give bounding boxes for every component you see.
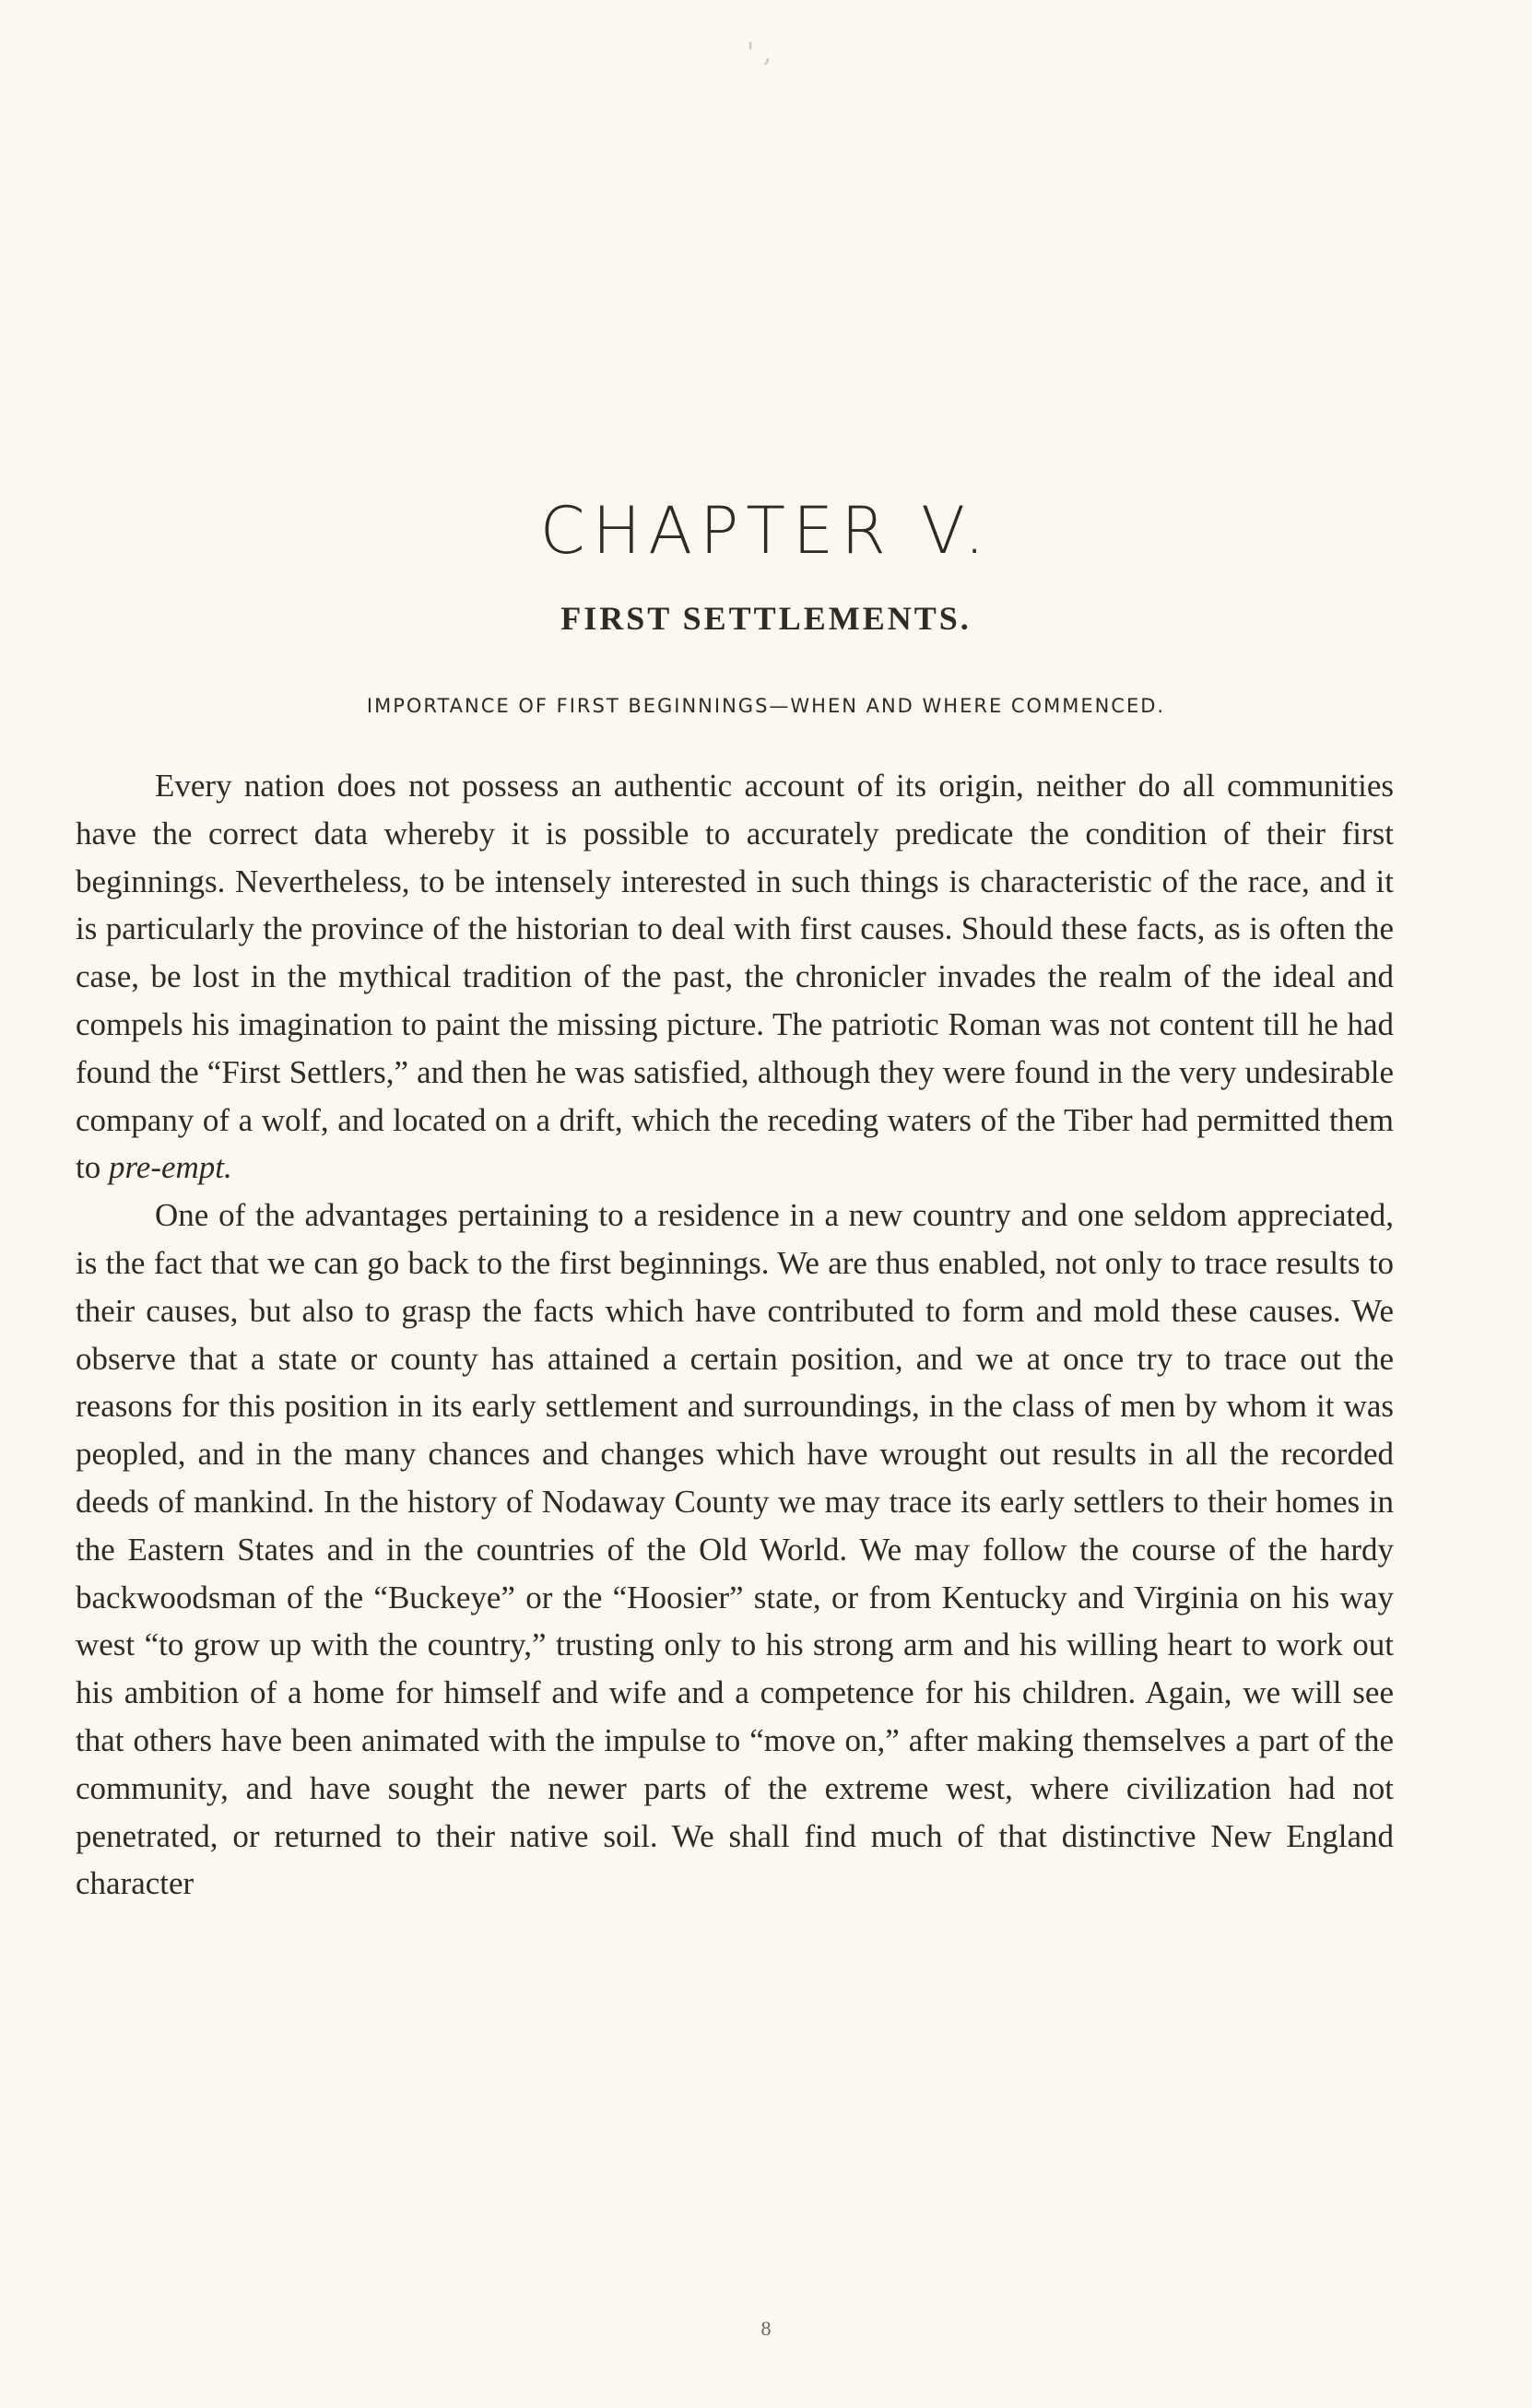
chapter-title: CHAPTER V. — [539, 492, 993, 569]
page-number: 8 — [760, 2317, 772, 2340]
paragraph-1 — [76, 762, 1394, 1192]
paragraph-2 — [76, 1192, 1394, 1908]
chapter-subheading: IMPORTANCE OF FIRST BEGINNINGS—WHEN AND WHERE COMMENCED. — [366, 695, 1166, 717]
chapter-body-text — [76, 762, 1394, 1908]
paragraph-2-text: One of the advantages pertaining to a residence in a new country and one seldom appreciated, is the fact that we can go back to the first beginnings. We are thus enabled, not only to trace results to their causes, but also to grasp the facts which have contributed to form and mold these causes. We observe that a state or county has attained a certain position, and we at once try to trace out the reasons for this position in its early settlement and surroundings, in the class of men by whom it was peopled, and in the many chances and changes which have wrought out results in all the recorded deeds of mankind. In the history of Nodaway County we may trace its early settlers to their homes in the Eastern States and in the countries of the Old World. We may follow the course of the hardy backwoodsman of the “Buckeye” or the “Hoosier” state, or from Kentucky and Virginia on his way west “to grow up with the country,” trusting only to his strong arm and his willing heart to work out his ambition of a home for himself and wife and a competence for his children. Again, we will see that others have been animated with the impulse to “move on,” after making themselves a part of the community, and have sought the newer parts of the extreme west, where civilization had not penetrated, or returned to their native soil. We shall find much of that distinctive New England character — [76, 1197, 1394, 1902]
section-title: FIRST SETTLEMENTS. — [560, 599, 972, 637]
paragraph-1-text: Every nation does not possess an authentic account of its origin, neither do all communities have the correct data whereby it is possible to accurately predicate the condition of their first beginnings. Nevertheless, to be intensely interested in such things is characteristic of the race, and it is particularly the province of the historian to deal with first causes. Should these facts, as is often the case, be lost in the mythical tradition of the past, the chronicler invades the realm of the ideal and compels his imagination to paint the missing picture. The patriotic Roman was not content till he had found the “First Settlers,” and then he was satisfied, although they were found in the very undesirable company of a wolf, and located on a drift, which the receding waters of the Tiber had permitted them to — [76, 768, 1394, 1186]
top-page-mark: ' , — [747, 37, 772, 69]
pre-empt-italic-term: pre-empt. — [108, 1149, 232, 1186]
